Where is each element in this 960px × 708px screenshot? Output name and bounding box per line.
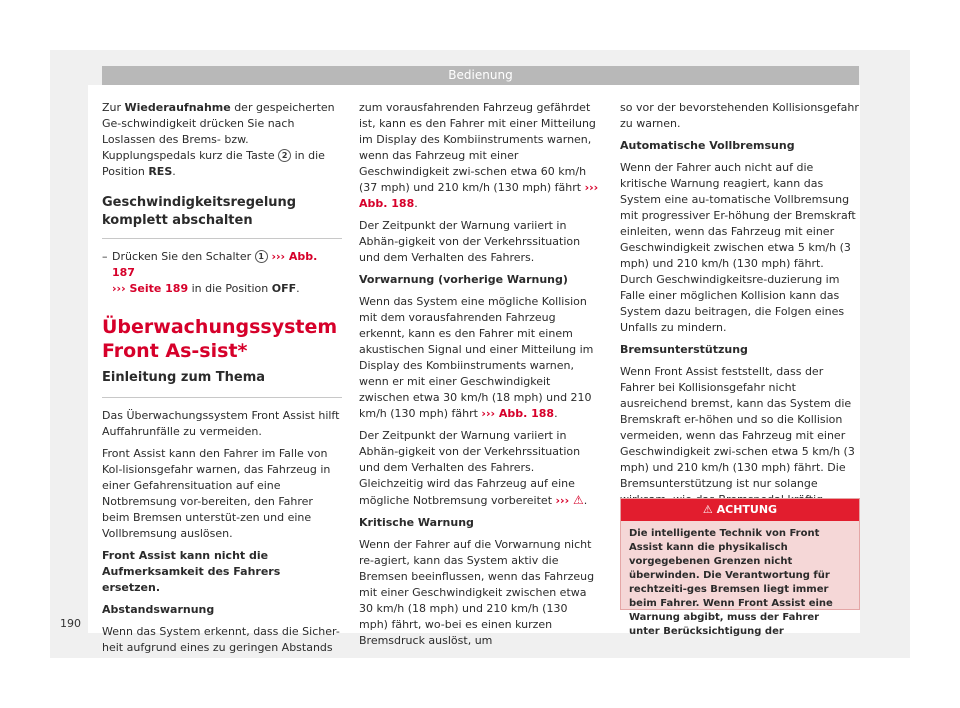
switch-1-marker: 1 bbox=[255, 250, 268, 263]
button-2-marker: 2 bbox=[278, 149, 291, 162]
instruction-step: – Drücken Sie den Schalter 1 ››› Abb. 187 ››› Seite 189 in die Position OFF. bbox=[102, 250, 318, 295]
paragraph-heading: Automatische Vollbremsung bbox=[620, 139, 795, 152]
warning-triangle-icon[interactable]: ⚠ bbox=[572, 493, 584, 507]
paragraph-bold: Front Assist kann nicht die Aufmerksamkeit des Fahrers ersetzen. bbox=[102, 549, 281, 594]
header-title: Bedienung bbox=[448, 68, 513, 82]
page-number: 190 bbox=[60, 617, 81, 630]
paragraph-resume: Zur Wiederaufnahme der gespeicherten Ge-schwindigkeit drücken Sie nach Loslassen des Brems- bzw. Kupplungspedals kurz die Taste 2 in die Position RES. bbox=[102, 101, 335, 178]
column-1 bbox=[102, 100, 342, 662]
figure-link[interactable]: Abb. 187 bbox=[112, 250, 318, 279]
paragraph-heading: Bremsunterstützung bbox=[620, 343, 748, 356]
warning-triangle-icon: ⚠ bbox=[702, 503, 713, 516]
chapter-title: Überwachungssystem Front As-sist* bbox=[102, 316, 338, 362]
section-heading: Geschwindigkeitsregelung komplett abschalten bbox=[102, 195, 297, 228]
figure-link[interactable]: Abb. 188 bbox=[359, 197, 415, 210]
header-bar bbox=[102, 66, 859, 85]
subtitle-divider bbox=[102, 397, 342, 398]
paragraph: zum vorausfahrenden Fahrzeug gefährdet ist, kann es den Fahrer mit einer Mitteilung im Display des Kombiinstruments warnen, wenn das Fahrzeug mit einer Geschwindigkeit zwi-schen etwa 60 km/h (37 mph) und 210 km/h (130 mph) fährt ››› Abb. 188. bbox=[359, 101, 599, 210]
page-link[interactable]: Seite 189 bbox=[129, 282, 189, 295]
paragraph: Der Zeitpunkt der Warnung variiert in Abhän-gigkeit von der Verkehrssituation und dem Verhalten des Fahrers. Gleichzeitig wird das Fahrzeug auf eine mögliche Notbremsung vorbereitet ››› ⚠. bbox=[359, 429, 588, 507]
paragraph: Front Assist kann den Fahrer im Falle von Kol-lisionsgefahr warnen, das Fahrzeug in einer Gefahrensituation auf eine Notbremsung vor-bereiten, den Fahrer beim Bremsen unterstüt-zen und eine Vollbremsung auslösen. bbox=[102, 447, 331, 540]
warning-body: Die intelligente Technik von Front Assist kann die physikalisch vorgegebenen Grenzen nicht überwinden. Die Verantwortung für rechtzeiti-ges Bremsen liegt immer beim Fahrer. Wenn Front Assist eine Warnung abgibt, muss der Fahrer unter Berücksichtigung der bbox=[629, 528, 833, 637]
figure-link[interactable]: Abb. 188 bbox=[498, 407, 555, 420]
paragraph-heading: Abstandswarnung bbox=[102, 603, 215, 616]
paragraph: so vor der bevorstehenden Kollisionsgefahr zu warnen. bbox=[620, 101, 859, 130]
paragraph: Wenn der Fahrer auf die Vorwarnung nicht re-agiert, kann das System aktiv die Bremsen beeinflussen, wenn das Fahrzeug mit einer Geschwindigkeit zwischen etwa 30 km/h (18 mph) und 210 km/h (130 mph) fährt, wo-bei es einen kurzen Bremsdruck auslöst, um bbox=[359, 538, 595, 647]
column-3 bbox=[620, 100, 860, 530]
paragraph: Wenn das System erkennt, dass die Sicher-heit aufgrund eines zu geringen Abstands bbox=[102, 625, 340, 654]
paragraph: Wenn Front Assist feststellt, dass der Fahrer bei Kollisionsgefahr nicht ausreichend bremst, kann das System die Bremskraft er-höhen und so die Kollision vermeiden, wenn das Fahrzeug mit einer Geschwindigkeit zwi-schen etwa 5 km/h (3 mph) und 210 km/h (130 mph) fährt. Die Bremsunterstützung ist nur solange bbox=[620, 365, 855, 490]
warning-box bbox=[620, 498, 860, 637]
column-2 bbox=[359, 100, 599, 655]
chapter-subtitle: Einleitung zum Thema bbox=[102, 370, 266, 385]
warning-title: ACHTUNG bbox=[716, 503, 778, 516]
paragraph: Das Überwachungssystem Front Assist hilft Auffahrunfälle zu vermeiden. bbox=[102, 409, 340, 438]
warning-header bbox=[621, 499, 859, 521]
paragraph: Wenn das System eine mögliche Kollision mit dem vorausfahrenden Fahrzeug erkennt, kann es den Fahrer mit einem akustischen Signal und einer Mitteilung im Display des Kombiinstruments warnen, wenn er mit einer Geschwindigkeit zwischen etwa 30 km/h (18 mph) und 210 km/h (130 mph) fährt ››› Abb. 188. bbox=[359, 295, 594, 420]
paragraph-heading: Kritische Warnung bbox=[359, 516, 474, 529]
paragraph: Der Zeitpunkt der Warnung variiert in Abhän-gigkeit von der Verkehrssituation und dem Verhalten des Fahrers. bbox=[359, 219, 581, 264]
paragraph: Wenn der Fahrer auch nicht auf die kritische Warnung reagiert, kann das System eine au-tomatische Vollbremsung mit progressiver Er-höhung der Bremskraft einleiten, wenn das Fahrzeug mit einer Geschwindigkeit zwischen etwa 5 km/h (3 mph) und 210 km/h (130 mph) fährt. Durch Geschwindigkeitsre-duzierung im Falle einer möglichen Kollision kann das System dazu beitragen, die Folgen eines Unfalls zu mindern. bbox=[620, 161, 856, 334]
paragraph-heading: Vorwarnung (vorherige Warnung) bbox=[359, 273, 568, 286]
section-divider bbox=[102, 238, 342, 239]
